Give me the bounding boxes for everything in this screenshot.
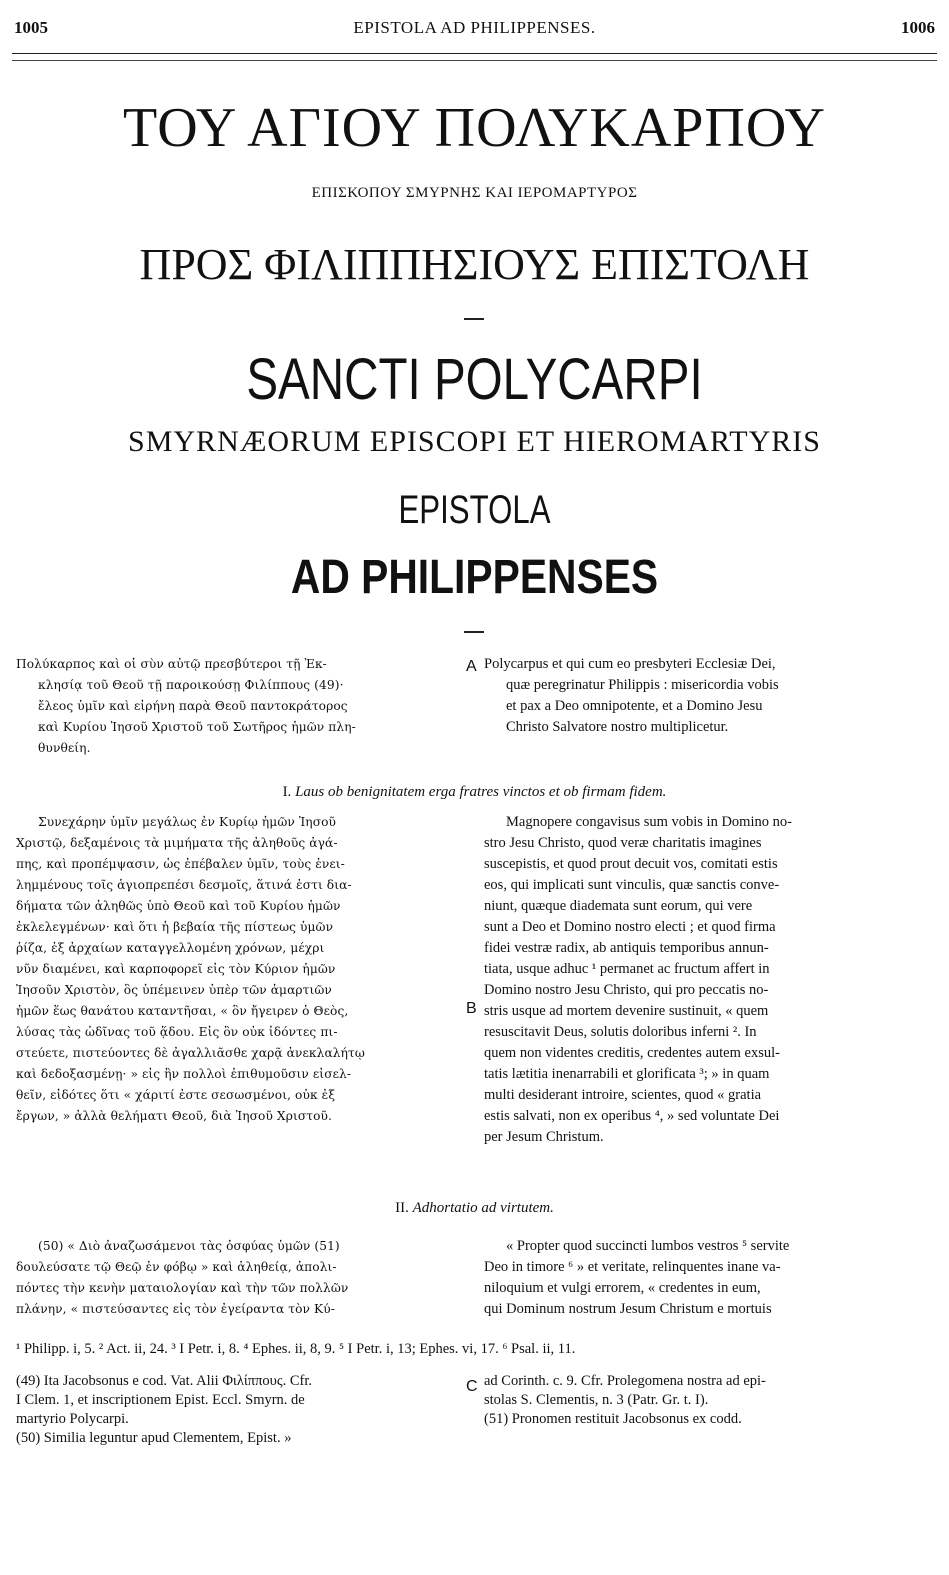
section-divider bbox=[464, 631, 484, 633]
section-number: II. bbox=[395, 1200, 409, 1216]
latin-epistola: EPISTOLA bbox=[398, 488, 551, 532]
text-line: ἔργων, » ἀλλὰ θελήματι Θεοῦ, διὰ Ἰησοῦ Χριστοῦ. bbox=[16, 1109, 333, 1123]
section-heading-2 bbox=[0, 1200, 949, 1217]
text-line: ἔλεος ὑμῖν καὶ εἰρήνη παρὰ Θεοῦ παντοκράτορος bbox=[38, 699, 348, 713]
text-line: « Propter quod succincti lumbos vestros ⁵ servite bbox=[506, 1238, 790, 1254]
text-line: λημμένους τοῖς ἁγιοπρεπέσι δεσμοῖς, ἅτινά ἐστι δια- bbox=[16, 878, 352, 892]
text-line: tiata, usque adhuc ¹ permanet ac fructum affert in bbox=[484, 961, 770, 977]
text-line: niunt, quæque diademata sunt eorum, qui vere bbox=[484, 898, 753, 914]
text-line: suscepistis, et quod prout decuit vos, comitati estis bbox=[484, 856, 778, 872]
note-line: martyrio Polycarpi. bbox=[16, 1411, 129, 1427]
text-line: qui Dominum nostrum Jesum Christum e mortuis bbox=[484, 1301, 772, 1317]
text-line: Christo Salvatore nostro multiplicetur. bbox=[506, 719, 729, 735]
text-line: stris usque ad mortem devenire sustinuit, « quem bbox=[484, 1003, 769, 1019]
margin-marker-a: A bbox=[466, 658, 477, 675]
margin-marker-c: C bbox=[466, 1378, 478, 1395]
text-line: δουλεύσατε τῷ Θεῷ ἐν φόβῳ » καὶ ἀληθείᾳ, ἀπολι- bbox=[16, 1260, 337, 1274]
running-title: EPISTOLA AD PHILIPPENSES. bbox=[353, 18, 596, 37]
right-page-number: 1006 bbox=[901, 18, 935, 37]
greek-main-title: ΤΟΥ ΑΓΙΟΥ ΠΟΛΥΚΑΡΠΟΥ bbox=[123, 97, 826, 159]
text-line: ἡμῶν ἕως θανάτου καταντῆσαι, « ὃν ἤγειρεν ὁ Θεὸς, bbox=[16, 1004, 349, 1018]
header-rule bbox=[12, 53, 937, 54]
note-line: ad Corinth. c. 9. Cfr. Prolegomena nostra ad epi- bbox=[484, 1373, 766, 1389]
text-line: eos, qui implicati sunt vinculis, quæ sanctis conve- bbox=[484, 877, 780, 893]
section-title: Adhortatio ad virtutem. bbox=[412, 1200, 554, 1216]
text-line: στεύετε, πιστεύοντες δὲ ἀγαλλιᾶσθε χαρᾷ ἀνεκλαλήτῳ bbox=[16, 1046, 365, 1060]
section1-latin bbox=[484, 812, 932, 1148]
title-divider bbox=[464, 318, 484, 320]
section-title: Laus ob benignitatem erga fratres vinctos et ob firmam fidem. bbox=[295, 784, 667, 800]
text-line: Polycarpus et qui cum eo presbyteri Ecclesiæ Dei, bbox=[484, 656, 776, 672]
intro-greek bbox=[16, 654, 464, 759]
greek-epistle-title: ΠΡΟΣ ΦΙΛΙΠΠΗΣΙΟΥΣ ΕΠΙΣΤΟΛΗ bbox=[139, 240, 810, 289]
text-line: et pax a Deo omnipotente, et a Domino Jesu bbox=[506, 698, 763, 714]
greek-subtitle: ΕΠΙΣΚΟΠΟΥ ΣΜΥΡΝΗΣ ΚΑΙ ΙΕΡΟΜΑΡΤΥΡΟΣ bbox=[311, 185, 638, 201]
text-line: δήματα τῶν ἀληθῶς ὑπὸ Θεοῦ καὶ τοῦ Κυρίου ἡμῶν bbox=[16, 899, 341, 913]
text-line: Πολύκαρπος καὶ οἱ σὺν αὐτῷ πρεσβύτεροι τῇ Ἐκ- bbox=[16, 657, 327, 671]
text-line: Χριστῷ, δεξαμένοις τὰ μιμήματα τῆς ἀληθοῦς ἀγά- bbox=[16, 836, 338, 850]
text-line: πλάνην, « πιστεύσαντες εἰς τὸν ἐγείραντα τὸν Κύ- bbox=[16, 1302, 335, 1316]
text-line: resuscitavit Deus, solutis doloribus inferni ². In bbox=[484, 1024, 757, 1040]
note-line: I Clem. 1, et inscriptionem Epist. Eccl. Smyrn. de bbox=[16, 1392, 305, 1408]
latin-ad-philippenses: AD PHILIPPENSES bbox=[290, 551, 659, 604]
text-line: (50) « Διὸ ἀναζωσάμενοι τὰς ὀσφύας ὑμῶν (51) bbox=[38, 1239, 340, 1253]
note-line: stolas S. Clementis, n. 3 (Patr. Gr. t. I). bbox=[484, 1392, 709, 1408]
section1-greek bbox=[16, 812, 464, 1127]
text-line: Deo in timore ⁶ » et veritate, relinquentes inane va- bbox=[484, 1259, 781, 1275]
text-line: stro Jesu Christo, quod veræ charitatis imagines bbox=[484, 835, 762, 851]
text-line: καὶ Κυρίου Ἰησοῦ Χριστοῦ τοῦ Σωτῆρος ἡμῶν πλη- bbox=[38, 720, 356, 734]
text-line: ἐκλελεγμένων· καὶ ὅτι ἡ βεβαία τῆς πίστεως ὑμῶν bbox=[16, 920, 334, 934]
section-heading-1 bbox=[0, 784, 949, 801]
text-line: quæ peregrinatur Philippis : misericordia vobis bbox=[506, 677, 779, 693]
text-line: θεῖν, εἰδότες ὅτι « χάριτί ἐστε σεσωσμένοι, οὐκ ἐξ bbox=[16, 1088, 336, 1102]
text-line: θυνθείη. bbox=[38, 741, 91, 755]
note-line: (50) Similia leguntur apud Clementem, Epist. » bbox=[16, 1430, 292, 1446]
running-head bbox=[14, 18, 935, 46]
text-line: multi desiderant introire, scientes, quod « gratia bbox=[484, 1087, 762, 1103]
text-line: quem non videntes creditis, credentes autem exsul- bbox=[484, 1045, 780, 1061]
latin-main-title: SANCTI POLYCARPI bbox=[246, 347, 703, 412]
intro-latin bbox=[484, 654, 932, 738]
text-line: Domino nostro Jesu Christo, qui pro peccatis no- bbox=[484, 982, 769, 998]
text-line: καὶ δεδοξασμένῃ· » εἰς ἣν πολλοὶ ἐπιθυμοῦσιν εἰσελ- bbox=[16, 1067, 352, 1081]
header-rule-thin bbox=[12, 60, 937, 61]
section2-latin bbox=[484, 1236, 932, 1320]
note-line: (49) Ita Jacobsonus e cod. Vat. Alii Φιλίππους. Cfr. bbox=[16, 1373, 312, 1389]
text-line: λύσας τὰς ὠδῖνας τοῦ ᾅδου. Εἰς ὃν οὐκ ἰδόντες πι- bbox=[16, 1025, 338, 1039]
notes-right bbox=[484, 1372, 932, 1429]
text-line: πόντες τὴν κενὴν ματαιολογίαν καὶ τὴν τῶν πολλῶν bbox=[16, 1281, 349, 1295]
text-line: κλησίᾳ τοῦ Θεοῦ τῇ παροικούσῃ Φιλίππους (49)· bbox=[38, 678, 344, 692]
text-line: Magnopere congavisus sum vobis in Domino no- bbox=[506, 814, 792, 830]
scripture-references: ¹ Philipp. i, 5. ² Act. ii, 24. ³ I Petr. i, 8. ⁴ Ephes. ii, 8, 9. ⁵ I Petr. i, 13; Ephes. vi, 17. ⁶ Psal. ii, 11. bbox=[16, 1341, 576, 1357]
text-line: niloquium et vulgi errorem, « credentes in eum, bbox=[484, 1280, 761, 1296]
text-line: estis salvati, non ex operibus ⁴, » sed voluntate Dei bbox=[484, 1108, 780, 1124]
section-number: I. bbox=[282, 784, 292, 800]
notes-left bbox=[16, 1372, 456, 1448]
text-line: Ἰησοῦν Χριστὸν, ὃς ὑπέμεινεν ὑπὲρ τῶν ἁμαρτιῶν bbox=[16, 983, 332, 997]
margin-marker-b: B bbox=[466, 1000, 477, 1017]
note-line: (51) Pronomen restituit Jacobsonus ex codd. bbox=[484, 1411, 742, 1427]
left-page-number: 1005 bbox=[14, 18, 48, 37]
text-line: Συνεχάρην ὑμῖν μεγάλως ἐν Κυρίῳ ἡμῶν Ἰησοῦ bbox=[38, 815, 337, 829]
text-line: fidei vestræ radix, ab antiquis temporibus annun- bbox=[484, 940, 769, 956]
text-line: tatis lætitia inenarrabili et glorificata ³; » in quam bbox=[484, 1066, 770, 1082]
latin-subtitle: SMYRNÆORUM EPISCOPI ET HIEROMARTYRIS bbox=[128, 425, 821, 458]
text-line: νῦν διαμένει, καὶ καρποφορεῖ εἰς τὸν Κύριον ἡμῶν bbox=[16, 962, 336, 976]
text-line: πης, καὶ προπέμψασιν, ὡς ἐπέβαλεν ὑμῖν, τοὺς ἐνει- bbox=[16, 857, 345, 871]
section2-greek bbox=[16, 1236, 464, 1320]
text-line: per Jesum Christum. bbox=[484, 1129, 604, 1145]
text-line: sunt a Deo et Domino nostro electi ; et quod firma bbox=[484, 919, 776, 935]
text-line: ῥίζα, ἐξ ἀρχαίων καταγγελλομένη χρόνων, μέχρι bbox=[16, 941, 325, 955]
